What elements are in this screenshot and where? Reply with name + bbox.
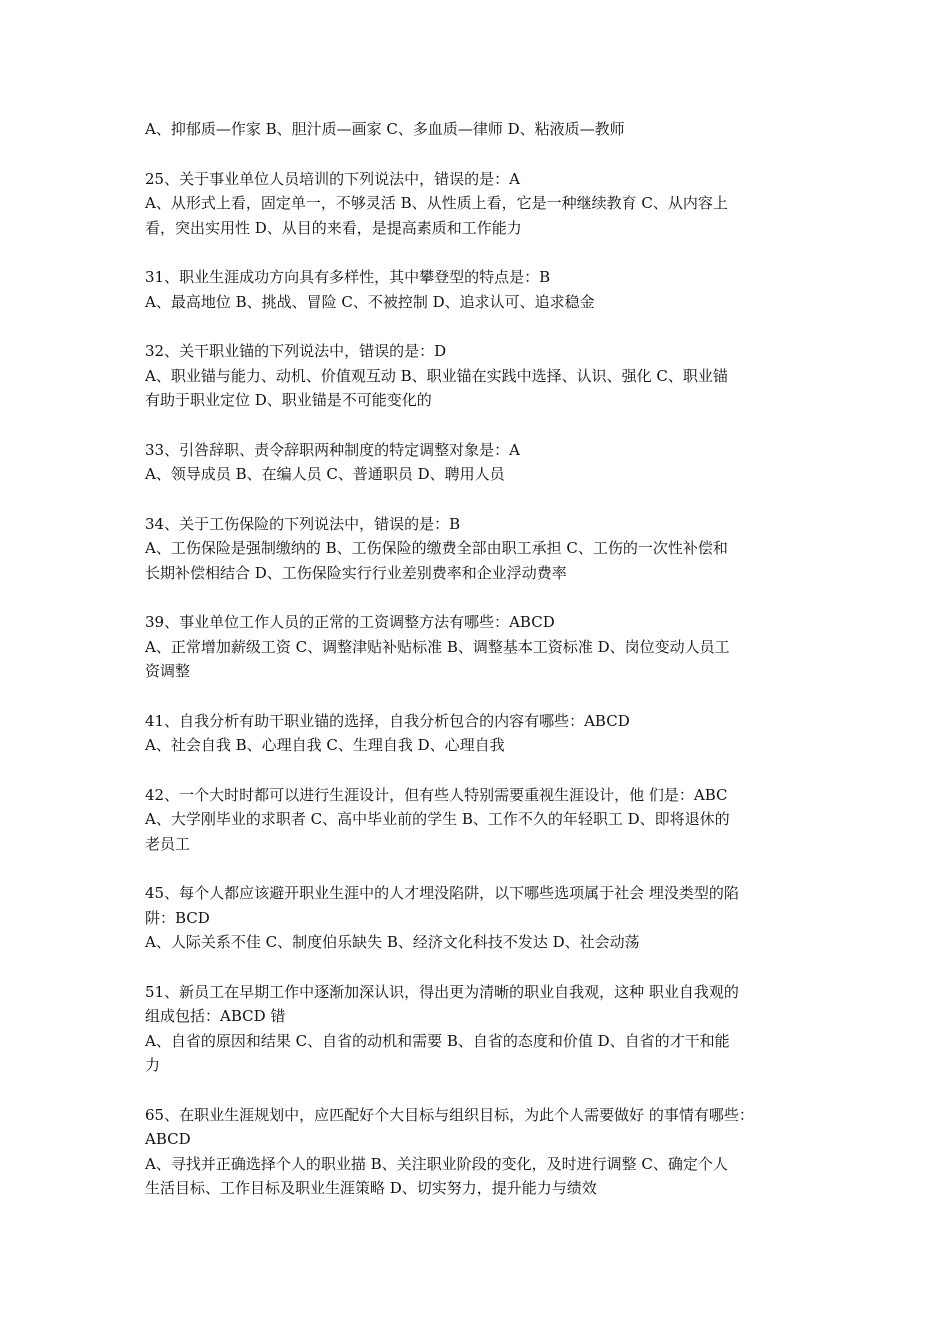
question-51-options-cont: 力 bbox=[145, 1056, 161, 1074]
question-39-options-cont: 资调整 bbox=[145, 662, 191, 680]
question-39: 39、事业单位工作人员的正常的工资调整方法有哪些：ABCD bbox=[145, 613, 555, 631]
question-42-options: A、大学刚毕业的求职者 C、高中毕业前的学生 B、工作不久的年轻职工 D、即将退休的 bbox=[145, 810, 730, 828]
question-25: 25、关于事业单位人员培训的下列说法中，错误的是：A bbox=[145, 169, 520, 188]
paragraph-gap bbox=[145, 413, 810, 438]
question-45-cont: 阱：BCD bbox=[145, 908, 210, 927]
paragraph-gap bbox=[145, 240, 810, 265]
question-65-cont: ABCD bbox=[145, 1130, 191, 1148]
question-33-options: A、领导成员 B、在编人员 C、普通职员 D、聘用人员 bbox=[145, 465, 505, 483]
question-41: 41、自我分析有助干职业锚的选择，自我分析包合的内容有哪些：ABCD bbox=[145, 711, 630, 730]
question-33: 33、引咎辞职、责令辞职两种制度的特定调整对象是：A bbox=[145, 440, 520, 459]
answer-options-line: A、抑郁质—作家 B、胆汁质—画家 C、多血质—律师 D、粘液质—教师 bbox=[145, 120, 625, 138]
paragraph-gap bbox=[145, 684, 810, 709]
document-page bbox=[145, 117, 810, 1201]
paragraph-gap bbox=[145, 487, 810, 512]
question-25-options: A、从形式上看，固定单一，不够灵活 B、从性质上看，它是一种继续教育 C、从内容上 bbox=[145, 194, 728, 212]
question-65-options-cont: 生活目标、工作目标及职业生涯策略 D、切实努力，提升能力与绩效 bbox=[145, 1179, 597, 1197]
question-51: 51、新员工在早期工作中逐渐加深认识，得出更为清晰的职业自我观，这种 职业自我观的 bbox=[145, 982, 739, 1001]
question-31-options: A、最高地位 B、挑战、冒险 C、不被控制 D、追求认可、追求稳金 bbox=[145, 292, 595, 311]
paragraph-gap bbox=[145, 1078, 810, 1103]
question-25-options-cont: 看，突出实用性 D、从目的来看，是提高素质和工作能力 bbox=[145, 218, 522, 237]
paragraph-gap bbox=[145, 856, 810, 881]
question-42: 42、一个大时时都可以进行生涯设计，但有些人特别需要重视生涯设计，他 们是：ABC bbox=[145, 785, 728, 804]
question-31: 31、职业生涯成功方向具有多样性，其中攀登型的特点是：B bbox=[145, 268, 551, 286]
question-41-options: A、社会自我 B、心理自我 C、生理自我 D、心理自我 bbox=[145, 736, 505, 754]
question-51-cont: 组成包括：ABCD 错 bbox=[145, 1007, 286, 1025]
question-32-options: A、职业锚与能力、动机、价值观互动 B、职业锚在实践中选择、认识、强化 C、职业锚 bbox=[145, 366, 728, 385]
question-34: 34、关于工伤保险的下列说法中，错误的是：B bbox=[145, 514, 461, 533]
question-65: 65、在职业生涯规划中，应匹配好个大目标与组织目标，为此个人需要做好 的事情有哪些： bbox=[145, 1105, 754, 1124]
question-32: 32、关干职业锚的下列说法中，错误的是：D bbox=[145, 342, 447, 360]
question-39-options: A、正常增加薪级工资 C、调整津贴补贴标准 B、调整基本工资标准 D、岗位变动人员工 bbox=[145, 637, 730, 656]
question-51-options: A、自省的原因和结果 C、自省的动机和需要 B、自省的态度和价值 D、自省的才干和能 bbox=[145, 1031, 730, 1050]
question-42-options-cont: 老员工 bbox=[145, 834, 191, 853]
question-32-options-cont: 有助于职业定位 D、职业锚是不可能变化的 bbox=[145, 391, 432, 409]
question-45: 45、每个人都应该避开职业生涯中的人才埋没陷阱，以下哪些选项属于社会 埋没类型的陷 bbox=[145, 884, 739, 902]
question-65-options: A、寻找并正确选择个人的职业描 B、关注职业阶段的变化，及时进行调整 C、确定个人 bbox=[145, 1154, 728, 1173]
paragraph-gap bbox=[145, 955, 810, 980]
paragraph-gap bbox=[145, 142, 810, 167]
question-34-options: A、工伤保险是强制缴纳的 B、工伤保险的缴费全部由职工承担 C、工伤的一次性补偿和 bbox=[145, 539, 728, 557]
question-34-options-cont: 长期补偿相结合 D、工伤保险实行行业差别费率和企业浮动费率 bbox=[145, 563, 567, 582]
paragraph-gap bbox=[145, 585, 810, 610]
paragraph-gap bbox=[145, 758, 810, 783]
question-45-options: A、人际关系不佳 C、制度伯乐缺失 B、经济文化科技不发达 D、社会动荡 bbox=[145, 933, 640, 951]
paragraph-gap bbox=[145, 314, 810, 339]
